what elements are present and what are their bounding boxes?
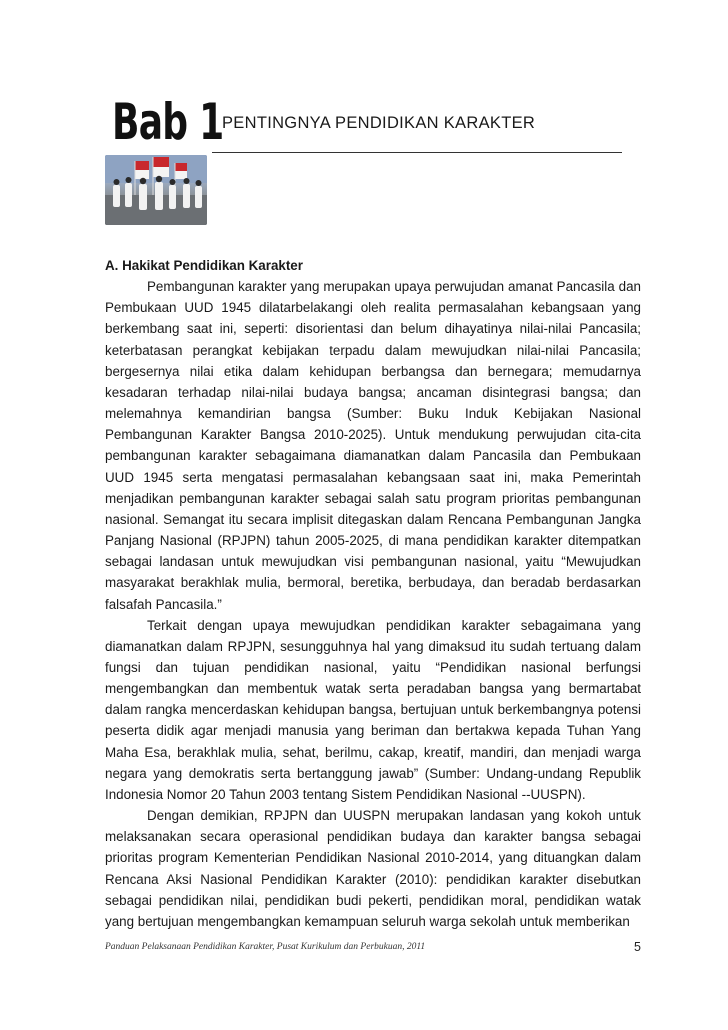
page-number: 5 <box>634 940 641 954</box>
parade-flag-image <box>105 155 207 225</box>
paragraph: Dengan demikian, RPJPN dan UUSPN merupakan landasan yang kokoh untuk melaksanakan secara operasional pendidikan budaya dan karakter bangsa sebagai prioritas program Kementerian Pendidikan Nasional 2010-2014, yang dituangkan dalam Rencana Aksi Nasional Pendidikan Karakter (2010): pendidikan karakter disebutkan sebagai pendidikan nilai, pendidikan budi pekerti, pendidikan moral, pendidikan watak yang bertujuan mengembangkan kemampuan seluruh warga sekolah untuk memberikan <box>105 808 641 929</box>
chapter-title: PENTINGNYA PENDIDIKAN KARAKTER <box>222 114 536 132</box>
page-footer <box>105 940 641 964</box>
chapter-label: Bab 1 <box>112 93 224 151</box>
footer-text: Panduan Pelaksanaan Pendidikan Karakter, Pusat Kurikulum dan Perbukuan, 2011 <box>105 942 426 952</box>
title-rule <box>212 152 622 153</box>
paragraph: Pembangunan karakter yang merupakan upaya perwujudan amanat Pancasila dan Pembukaan UUD 1945 dilatarbelakangi oleh realita permasalahan kebangsaan yang berkembang saat ini, seperti: disorientasi dan belum dihayatinya nilai-nilai Pancasila; keterbatasan perangkat kebijakan terpadu dalam mewujudkan nilai-nilai Pancasila; bergesernya nilai etika dalam kehidupan berbangsa dan bernegara; memudarnya kesadaran terhadap nilai-nilai budaya bangsa; ancaman disintegrasi bangsa; dan melemahnya kemandirian bangsa (Sumber: Buku Induk Kebijakan Nasional Pembangunan Karakter Bangsa 2010-2025). Untuk mendukung perwujudan cita-cita pembangunan karakter sebagaimana diamanatkan dalam Pancasila dan Pembukaan UUD 1945 serta mengatasi permasalahan kebangsaan saat ini, maka Pemerintah menjadikan pembangunan karakter sebagai salah satu program prioritas pembangunan nasional. Semangat itu secara implisit ditegaskan dalam Rencana Pembangunan Jangka Panjang Nasional (RPJPN) tahun 2005-2025, di mana pendidikan karakter ditempatkan sebagai landasan untuk mewujudkan visi pembangunan nasional, yaitu “Mewujudkan masyarakat berakhlak mulia, bermoral, beretika, berbudaya, dan beradab berdasarkan falsafah Pancasila.” <box>105 279 641 612</box>
section-heading: A. Hakikat Pendidikan Karakter <box>105 258 303 273</box>
paragraph: Terkait dengan upaya mewujudkan pendidikan karakter sebagaimana yang diamanatkan dalam RPJPN, sesungguhnya hal yang dimaksud itu sudah tertuang dalam fungsi dan tujuan pendidikan nasional, yaitu “Pendidikan nasional berfungsi mengembangkan dan membentuk watak serta peradaban bangsa yang bermartabat dalam rangka mencerdaskan kehidupan bangsa, bertujuan untuk berkembangnya potensi peserta didik agar menjadi manusia yang beriman dan bertakwa kepada Tuhan Yang Maha Esa, berakhlak mulia, sehat, berilmu, cakap, kreatif, mandiri, dan menjadi warga negara yang demokratis serta bertanggung jawab” (Sumber: Undang-undang Republik Indonesia Nomor 20 Tahun 2003 tentang Sistem Pendidikan Nasional --UUSPN). <box>105 617 641 802</box>
chapter-photo <box>105 155 207 225</box>
main-content <box>105 255 641 932</box>
